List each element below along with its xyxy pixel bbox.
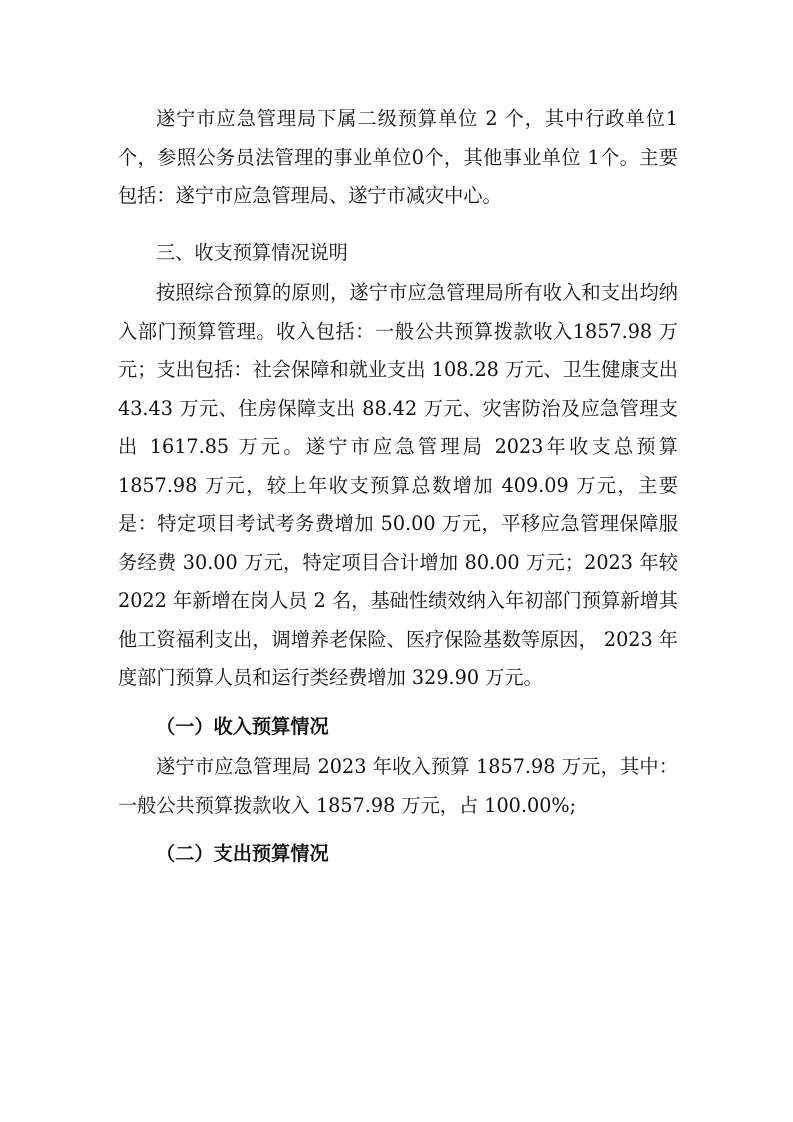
expense-heading: （二）支出预算情况: [156, 842, 329, 865]
section-heading: 三、收支预算情况说明: [156, 240, 348, 264]
overview-paragraph: 按照综合预算的原则，遂宁市应急管理局所有收入和支出均纳入部门预算管理。收入包括：一般公共预算拨款收入1857.98 万元；支出包括：社会保障和就业支出 108.28 万元、卫生健康支出 43.43 万元、住房保障支出 88.42 万元、灾害防治及应急管理支出 1617.85 万元。遂宁市应急管理局 2023年收支总预算 1857.98 万元，较上年收支预算总数增加 409.09 万元，主要是：特定项目考试考务费增加 50.00 万元，平移应急管理保障服务经费 30.00 万元，特定项目合计增加 80.00 万元；2023 年较 2022 年新增在岗人员 2 名，基础性绩效纳入年初部门预算新增其他工资福利支出，调增养老保险、医疗保险基数等原因， 2023 年度部门预算人员和运行类经费增加 329.90 万元。: [118, 281, 678, 689]
document-page: [118, 100, 678, 876]
income-paragraph: 遂宁市应急管理局 2023 年收入预算 1857.98 万元，其中：一般公共预算拨款收入 1857.98 万元，占 100.00%;: [118, 755, 678, 817]
units-paragraph: 遂宁市应急管理局下属二级预算单位 2 个，其中行政单位1个，参照公务员法管理的事业单位0个，其他事业单位 1个。主要包括：遂宁市应急管理局、遂宁市减灾中心。: [118, 107, 678, 207]
spacer: [118, 216, 678, 222]
income-heading: （一）收入预算情况: [156, 714, 329, 738]
